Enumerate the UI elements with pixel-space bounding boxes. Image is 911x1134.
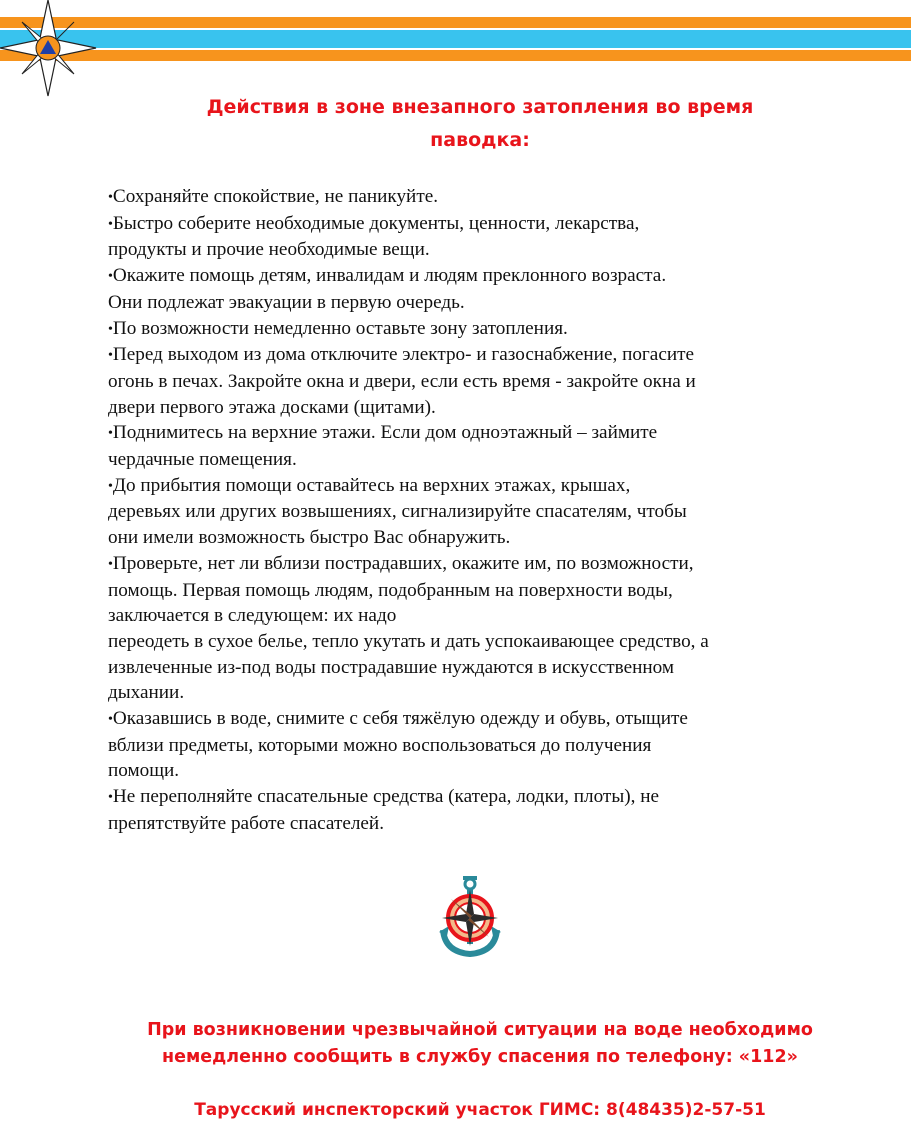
body-line <box>108 342 868 369</box>
bullet-dot: • <box>108 190 113 205</box>
contact-line: Тарусский инспекторский участок ГИМС: 8(48435)2-57-51 <box>194 1100 766 1120</box>
body-line-text: Оказавшись в воде, снимите с себя тяжёлую одежду и обувь, отыщите <box>112 708 688 730</box>
emergency-notice-line-2: немедленно сообщить в службу спасения по телефону: «112» <box>162 1047 798 1067</box>
body-line <box>108 184 868 211</box>
body-line-text: вблизи предметы, которыми можно воспользоваться до получения <box>108 734 652 756</box>
body-line <box>108 499 868 525</box>
body-line-text: продукты и прочие необходимые вещи. <box>108 239 430 261</box>
body-line-text: переодеть в сухое белье, тепло укутать и дать успокаивающее средство, а <box>108 630 709 652</box>
bullet-dot: • <box>108 321 113 337</box>
bullet-dot: • <box>108 269 113 285</box>
body-line-text: дыхании. <box>108 682 185 704</box>
header-stripe-blue <box>0 30 911 48</box>
body-line-text: Быстро соберите необходимые документы, ценности, лекарства, <box>112 212 640 234</box>
body-line <box>108 784 868 811</box>
bullet-dot: • <box>108 790 113 806</box>
body-line-text: двери первого этажа досками (щитами). <box>108 396 436 418</box>
body-line <box>108 395 868 421</box>
header-stripe-orange-top <box>0 17 911 28</box>
body-line <box>108 290 868 316</box>
emergency-notice-line-1: При возникновении чрезвычайной ситуации на воде необходимо <box>147 1020 813 1040</box>
bullet-dot: • <box>108 348 113 364</box>
body-line <box>108 263 868 290</box>
body-line <box>108 525 868 551</box>
bullet-dot: • <box>108 216 113 232</box>
body-line-text: Проверьте, нет ли вблизи пострадавших, окажите им, по возможности, <box>112 552 694 574</box>
body-line-text: огонь в печах. Закройте окна и двери, если есть время - закройте окна и <box>108 370 696 392</box>
body-line <box>108 603 868 629</box>
body-line-text: По возможности немедленно оставьте зону затопления. <box>112 317 568 339</box>
body-line <box>108 733 868 759</box>
body-line-text: Окажите помощь детям, инвалидам и людям преклонного возраста. <box>112 265 667 287</box>
body-line <box>108 680 868 706</box>
body-line-text: заключается в следующем: их надо <box>108 605 397 627</box>
body-line-text: они имели возможность быстро Вас обнаружить. <box>108 527 511 549</box>
instructions-body <box>108 184 868 837</box>
body-line-text: помощь. Первая помощь людям, подобранным на поверхности воды, <box>108 579 673 601</box>
page-title <box>120 91 840 157</box>
body-line <box>108 706 868 733</box>
body-line <box>108 551 868 578</box>
body-line-text: Сохраняйте спокойствие, не паникуйте. <box>112 186 439 207</box>
bullet-dot: • <box>108 478 113 494</box>
body-line-text: извлеченные из-под воды пострадавшие нуждаются в искусственном <box>108 656 675 678</box>
title-line-2: паводка: <box>430 129 530 151</box>
body-line <box>108 811 868 837</box>
body-line <box>108 578 868 604</box>
body-line <box>108 758 868 784</box>
body-line-text: деревьях или других возвышениях, сигнализируйте спасателям, чтобы <box>108 501 687 523</box>
body-line <box>108 473 868 500</box>
body-line <box>108 237 868 263</box>
body-line <box>108 655 868 681</box>
body-line-text: Они подлежат эвакуации в первую очередь. <box>108 291 465 313</box>
title-line-1: Действия в зоне внезапного затопления во время <box>206 96 754 118</box>
body-line <box>108 420 868 447</box>
bullet-dot: • <box>108 556 113 572</box>
gims-anchor-compass-icon <box>437 874 503 960</box>
emergency-notice <box>60 1017 900 1071</box>
emergency-star-emblem-icon <box>0 0 98 98</box>
bullet-dot: • <box>108 426 113 442</box>
body-line-text: чердачные помещения. <box>108 449 297 471</box>
body-line-text: До прибытия помощи оставайтесь на верхних этажах, крышах, <box>112 474 631 496</box>
body-line-text: Не переполняйте спасательные средства (катера, лодки, плоты), не <box>112 786 659 808</box>
header-stripe-orange-bottom <box>0 50 911 61</box>
body-line <box>108 316 868 343</box>
body-line-text: Перед выходом из дома отключите электро- и газоснабжение, погасите <box>112 344 694 366</box>
body-line-text: препятствуйте работе спасателей. <box>108 812 384 834</box>
body-line-text: Поднимитесь на верхние этажи. Если дом одноэтажный – займите <box>112 422 658 444</box>
body-line <box>108 211 868 238</box>
body-line <box>108 369 868 395</box>
body-line-text: помощи. <box>108 760 180 782</box>
body-line <box>108 447 868 473</box>
body-line <box>108 629 868 655</box>
bullet-dot: • <box>108 712 113 728</box>
